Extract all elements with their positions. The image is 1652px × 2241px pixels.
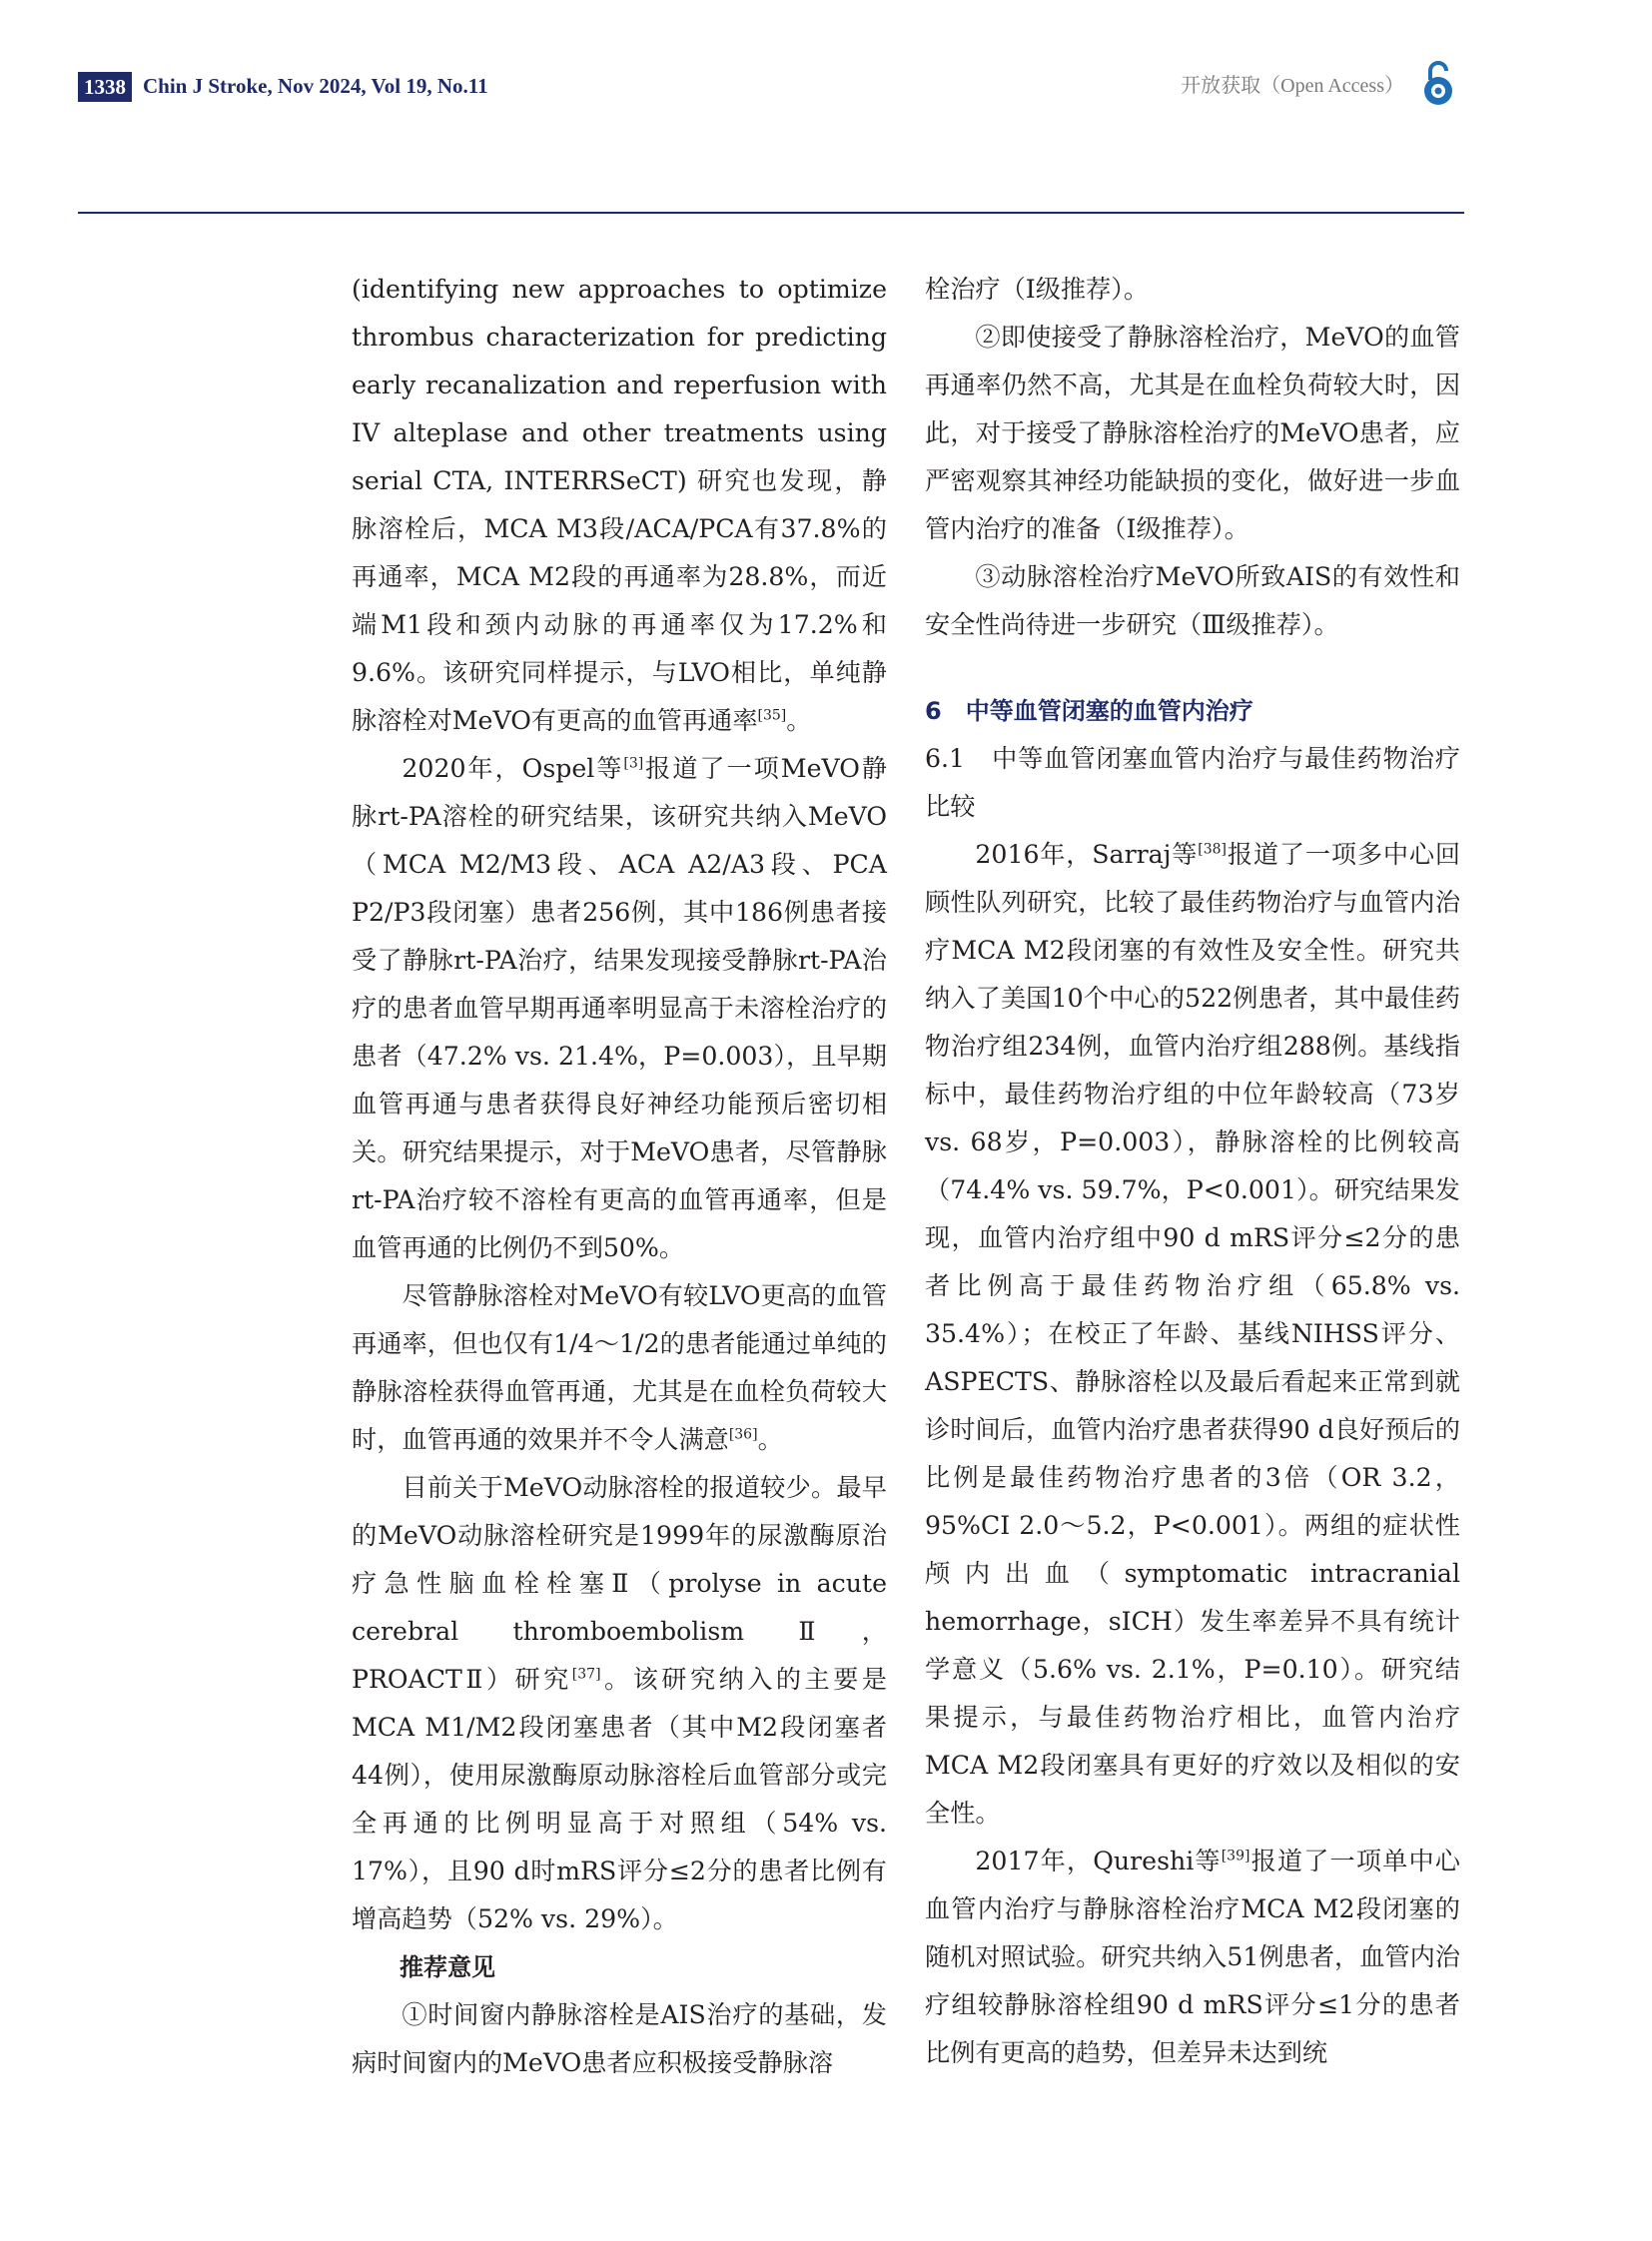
citation-ref: [3] bbox=[623, 755, 644, 772]
paragraph-text: 6.1 中等血管闭塞血管内治疗与最佳药物治疗比较 bbox=[925, 744, 1460, 821]
left-column bbox=[352, 266, 887, 2087]
citation-ref: [35] bbox=[757, 707, 787, 724]
open-access-icon bbox=[1418, 58, 1458, 108]
citation-ref: [37] bbox=[571, 1666, 601, 1683]
paragraph bbox=[925, 314, 1460, 553]
paragraph-text: 报道了一项单中心血管内治疗与静脉溶栓治疗MCA M2段闭塞的随机对照试验。研究共纳入51例患者，血管内治疗组较静脉溶栓组90 d mRS评分≤1分的患者比例有更高的趋势，但差异未达到统 bbox=[925, 1847, 1460, 2067]
running-header bbox=[78, 68, 1464, 108]
paragraph-text: ①时间窗内静脉溶栓是AIS治疗的基础，发病时间窗内的MeVO患者应积极接受静脉溶 bbox=[352, 2000, 887, 2077]
paragraph-text: 6 中等血管闭塞的血管内治疗 bbox=[925, 697, 1253, 725]
header-rule bbox=[78, 212, 1464, 214]
paragraph bbox=[925, 266, 1460, 314]
citation-ref: [39] bbox=[1221, 1848, 1250, 1865]
paragraph-text: 栓治疗（Ⅰ级推荐）。 bbox=[925, 275, 1150, 304]
journal-citation: Chin J Stroke, Nov 2024, Vol 19, No.11 bbox=[143, 74, 488, 98]
section-heading bbox=[352, 1943, 887, 1991]
paragraph-text: 2016年，Sarraj等 bbox=[975, 840, 1199, 869]
citation-ref: [38] bbox=[1198, 841, 1228, 858]
paragraph bbox=[352, 1272, 887, 1464]
paragraph-text: 尽管静脉溶栓对MeVO有较LVO更高的血管再通率，但也仅有1/4～1/2的患者能通过单纯的静脉溶栓获得血管再通，尤其是在血栓负荷较大时，血管再通的效果并不令人满意 bbox=[352, 1281, 887, 1454]
paragraph bbox=[352, 266, 887, 745]
section-heading bbox=[925, 735, 1460, 831]
paragraph bbox=[925, 553, 1460, 649]
paragraph bbox=[352, 745, 887, 1272]
paragraph-text: 2020年，Ospel等 bbox=[402, 754, 624, 783]
paragraph bbox=[925, 831, 1460, 1838]
citation-ref: [36] bbox=[728, 1426, 758, 1443]
paragraph-text: ②即使接受了静脉溶栓治疗，MeVO的血管再通率仍然不高，尤其是在血栓负荷较大时，因此，对于接受了静脉溶栓治疗的MeVO患者，应严密观察其神经功能缺损的变化，做好进一步血管内治疗的准备（Ⅰ级推荐）。 bbox=[925, 323, 1460, 543]
paragraph-text: 报道了一项MeVO静脉rt-PA溶栓的研究结果，该研究共纳入MeVO（MCA M2/M3段、ACA A2/A3段、PCA P2/P3段闭塞）患者256例，其中186例患者接受了静脉rt-PA治疗，结果发现接受静脉rt-PA治疗的患者血管早期再通率明显高于未溶栓治疗的患者（47.2% vs. 21.4%，P=0.003），且早期血管再通与患者获得良好神经功能预后密切相关。研究结果提示，对于MeVO患者，尽管静脉rt-PA治疗较不溶栓有更高的血管再通率，但是血管再通的比例仍不到50%。 bbox=[352, 754, 887, 1262]
paragraph-text: (identifying new approaches to optimize thrombus characterization for predicting early recanalization and reperfusion with IV alteplase and other treatments using serial CTA, INTERRSeCT) 研究也发现，静脉溶栓后，MCA M3段/ACA/PCA有37.8%的再通率，MCA M2段的再通率为28.8%，而近端M1段和颈内动脉的再通率仅为17.2%和9.6%。该研究同样提示，与LVO相比，单纯静脉溶栓对MeVO有更高的血管再通率 bbox=[352, 275, 887, 735]
section-heading bbox=[925, 687, 1460, 735]
paragraph bbox=[352, 1991, 887, 2087]
paragraph-text: 。 bbox=[786, 706, 812, 735]
paragraph bbox=[925, 1838, 1460, 2077]
paragraph-text: 。该研究纳入的主要是MCA M1/M2段闭塞患者（其中M2段闭塞者44例），使用尿激酶原动脉溶栓后血管部分或完全再通的比例明显高于对照组（54% vs. 17%），且90 d时mRS评分≤2分的患者比例有增高趋势（52% vs. 29%）。 bbox=[352, 1665, 887, 1933]
paragraph-text: ③动脉溶栓治疗MeVO所致AIS的有效性和安全性尚待进一步研究（Ⅲ级推荐）。 bbox=[925, 562, 1460, 639]
open-access-label: 开放获取（Open Access） bbox=[1181, 75, 1404, 97]
paragraph-text: 2017年，Qureshi等 bbox=[975, 1847, 1222, 1875]
page-number: 1338 bbox=[78, 72, 132, 102]
paragraph-text: 报道了一项多中心回顾性队列研究，比较了最佳药物治疗与血管内治疗MCA M2段闭塞的有效性及安全性。研究共纳入了美国10个中心的522例患者，其中最佳药物治疗组234例，血管内治疗组288例。基线指标中，最佳药物治疗组的中位年龄较高（73岁 vs. 68岁，P=0.003），静脉溶栓的比例较高（74.4% vs. 59.7%，P<0.001）。研究结果发现，血管内治疗组中90 d mRS评分≤2分的患者比例高于最佳药物治疗组（65.8% vs. 35.4%）；在校正了年龄、基线NIHSS评分、ASPECTS、静脉溶栓以及最后看起来正常到就诊时间后，血管内治疗患者获得90 d良好预后的比例是最佳药物治疗患者的3倍（OR 3.2，95%CI 2.0～5.2，P<0.001）。两组的症状性颅内出血（symptomatic intracranial hemorrhage，sICH）发生率差异不具有统计学意义（5.6% vs. 2.1%，P=0.10）。研究结果提示，与最佳药物治疗相比，血管内治疗MCA M2段闭塞具有更好的疗效以及相似的安全性。 bbox=[925, 840, 1461, 1828]
paragraph-text: 推荐意见 bbox=[400, 1953, 495, 1981]
paragraph bbox=[352, 1464, 887, 1943]
paragraph-text: 。 bbox=[757, 1425, 783, 1454]
right-column bbox=[925, 266, 1460, 2077]
paragraph-text: 目前关于MeVO动脉溶栓的报道较少。最早的MeVO动脉溶栓研究是1999年的尿激酶原治疗急性脑血栓栓塞Ⅱ（prolyse in acute cerebral thromboembolism Ⅱ，PROACTⅡ）研究 bbox=[352, 1473, 887, 1694]
